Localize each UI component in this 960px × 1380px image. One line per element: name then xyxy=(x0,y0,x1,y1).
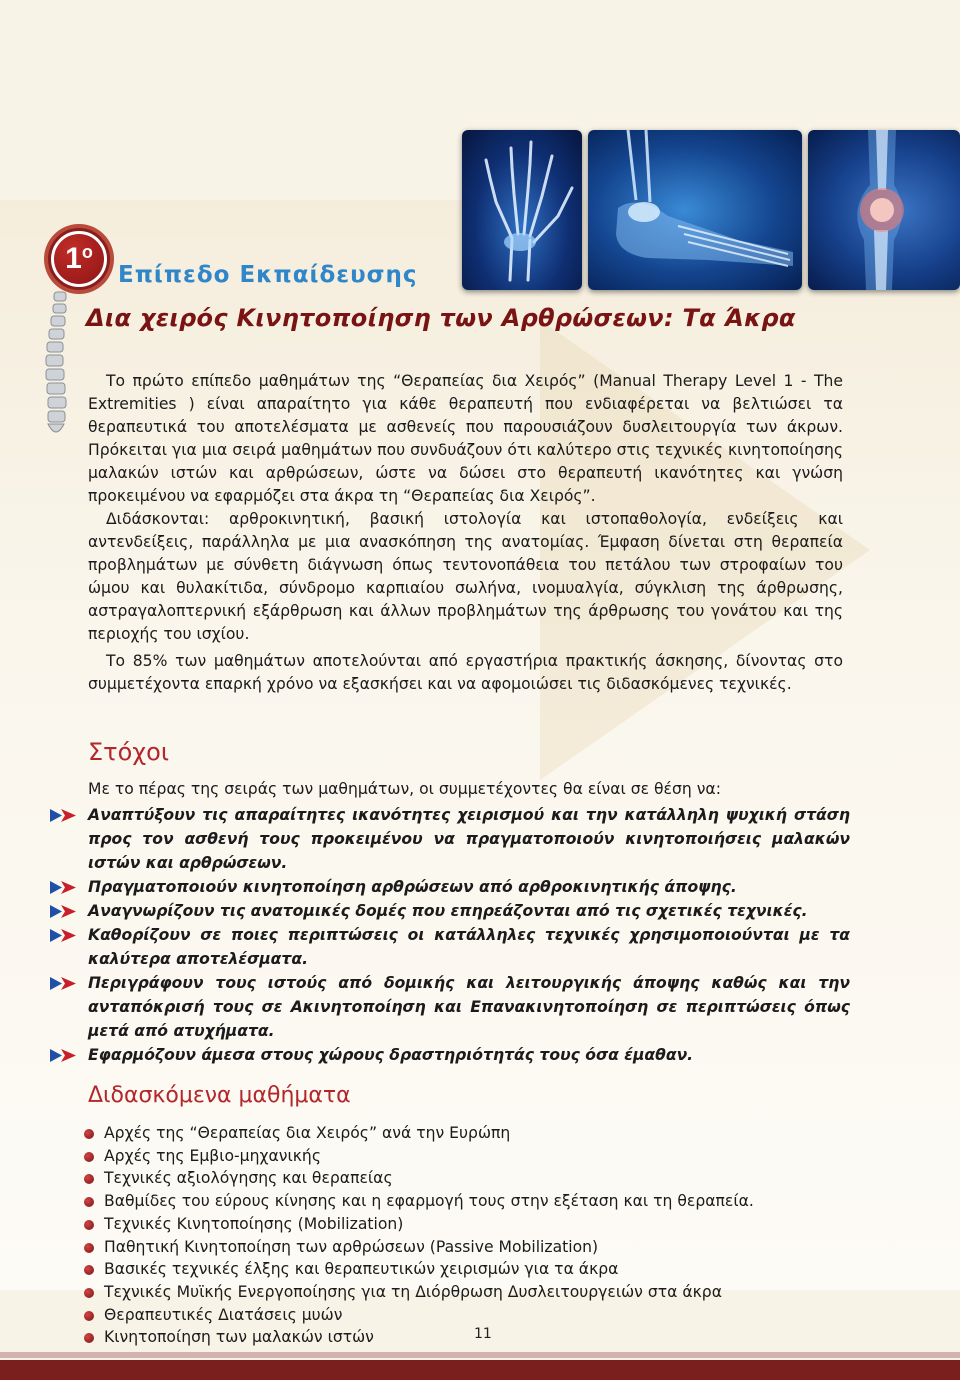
arrow-bullet-icon xyxy=(50,905,76,918)
bullet-dot-icon xyxy=(84,1129,94,1139)
goals-heading: Στόχοι xyxy=(88,738,169,766)
lesson-item: Κινητοποίηση των μαλακών ιστών xyxy=(84,1326,754,1349)
goal-item: Αναπτύξουν τις απαραίτητες ικανότητες χειρισμού και την κατάλληλη ψυχική στάση προς τον ασθενή τους προκειμένου να πραγματοποιούν κινητοποιήσεις μαλακών ιστών και αρθρώσεων. xyxy=(50,803,850,875)
bullet-dot-icon xyxy=(84,1174,94,1184)
arrow-bullet-icon xyxy=(50,881,76,894)
badge-number: 1 xyxy=(65,242,82,275)
lesson-item: Παθητική Κινητοποίηση των αρθρώσεων (Passive Mobilization) xyxy=(84,1236,754,1259)
workshop-paragraph: Το 85% των μαθημάτων αποτελούνται από εργαστήρια πρακτικής άσκησης, δίνοντας στο συμμετέχοντα επαρκή χρόνο να εξασκήσει και να αφομοιώσει τις διδασκόμενες τεχνικές. xyxy=(88,652,843,693)
arrow-bullet-icon xyxy=(50,1049,76,1062)
knee-bones-graphic xyxy=(808,130,960,290)
bullet-dot-icon xyxy=(84,1197,94,1207)
lessons-heading: Διδασκόμενα μαθήματα xyxy=(88,1083,351,1108)
arrow-bullet-icon xyxy=(50,809,76,822)
goals-intro: Με το πέρας της σειράς των μαθημάτων, οι συμμετέχοντες θα είναι σε θέση να: xyxy=(88,780,721,798)
bullet-dot-icon xyxy=(84,1152,94,1162)
intro-paragraph-topics: Διδάσκονται: αρθροκινητική, βασική ιστολογία και ιστοπαθολογία, ενδείξεις και αντενδείξεις, παράλληλα με μια ανασκόπηση της ανατομίας. Έμφαση δίνεται στη θεραπεία προβλημάτων με σύνθετη διάγνωση όπως τεντονοπάθεια του πετάλου των στροφαίων του ώμου και θυλακίτιδα, σύνδρομο καρπιαίου σωλήνα, ινομυαλγία, σύγκλιση της άρθρωσης, αστραγαλοπτερνική εξάρθρωση και άλλων προβλημάτων της άρθρωσης του γονάτου και της περιοχής του ισχίου. xyxy=(88,510,843,643)
bullet-dot-icon xyxy=(84,1243,94,1253)
lesson-item: Βασικές τεχνικές έλξης και θεραπευτικών χειρισμών για τα άκρα xyxy=(84,1258,754,1281)
footer-bar xyxy=(0,1360,960,1380)
knee-xray-image xyxy=(808,130,960,290)
goal-item: Αναγνωρίζουν τις ανατομικές δομές που επηρεάζονται από τις σχετικές τεχνικές. xyxy=(50,899,850,923)
goal-item: Καθορίζουν σε ποιες περιπτώσεις οι κατάλληλες τεχνικές χρησιμοποιούνται με τα καλύτερα αποτελέσματα. xyxy=(50,923,850,971)
lesson-item: Θεραπευτικές Διατάσεις μυών xyxy=(84,1304,754,1327)
bullet-dot-icon xyxy=(84,1333,94,1343)
lesson-item: Τεχνικές αξιολόγησης και θεραπείας xyxy=(84,1167,754,1190)
level-number-badge xyxy=(48,228,110,290)
intro-paragraph xyxy=(88,370,843,646)
arrow-bullet-icon xyxy=(50,977,76,990)
course-title: Δια χειρός Κινητοποίηση των Αρθρώσεων: Τα Άκρα xyxy=(86,304,796,332)
page-number: 11 xyxy=(474,1326,492,1342)
lesson-item: Τεχνικές Κινητοποίησης (Mobilization) xyxy=(84,1213,754,1236)
lesson-item: Αρχές της Εμβιο-μηχανικής xyxy=(84,1145,754,1168)
goal-item: Εφαρμόζουν άμεσα στους χώρους δραστηριότητάς τους όσα έμαθαν. xyxy=(50,1043,850,1067)
lessons-list xyxy=(84,1122,754,1349)
intro-paragraph-text: Το πρώτο επίπεδο μαθημάτων της “Θεραπείας δια Χειρός” (Manual Therapy Level 1 - The Extremities ) είναι απαραίτητο για κάθε θεραπευτή που ενδιαφέρεται να βελτιώσει τα θεραπευτικά του αποτελέσματα με ασθενείς που παρουσιάζουν δυσλειτουργία των άκρων. Πρόκειται για μια σειρά μαθημάτων που συνδυάζουν ότι καλύτερο στις τεχνικές κινητοποίησης μαλακών ιστών και αρθρώσεων, ώστε να δώσει στο θεραπευτή ικανότητες και γνώση προκειμένου να εφαρμόζει στα άκρα τη “Θεραπείας δια Χειρός”. xyxy=(88,372,843,505)
level-title: Επίπεδο Εκπαίδευσης xyxy=(118,262,418,288)
goal-item: Περιγράφουν τους ιστούς από δομικής και λειτουργικής άποψης καθώς και την ανταπόκρισή τους σε Ακινητοποίηση και Επανακινητοποίηση σε περιπτώσεις όπως μετά από ατυχήματα. xyxy=(50,971,850,1043)
bullet-dot-icon xyxy=(84,1311,94,1321)
hand-bones-graphic xyxy=(462,130,582,290)
foot-xray-image xyxy=(588,130,802,290)
bullet-dot-icon xyxy=(84,1220,94,1230)
arrow-bullet-icon xyxy=(50,929,76,942)
badge-suffix: ο xyxy=(81,242,93,262)
bullet-dot-icon xyxy=(84,1265,94,1275)
spine-icon xyxy=(34,290,78,440)
foot-bones-graphic xyxy=(588,130,802,290)
goals-list xyxy=(50,803,850,1067)
lesson-item: Βαθμίδες του εύρους κίνησης και η εφαρμογή τους στην εξέταση και τη θεραπεία. xyxy=(84,1190,754,1213)
hand-xray-image xyxy=(462,130,582,290)
lesson-item: Αρχές της “Θεραπείας δια Χειρός” ανά την Ευρώπη xyxy=(84,1122,754,1145)
bullet-dot-icon xyxy=(84,1288,94,1298)
goal-item: Πραγματοποιούν κινητοποίηση αρθρώσεων από αρθροκινητικής άποψης. xyxy=(50,875,850,899)
lesson-item: Τεχνικές Μυϊκής Ενεργοποίησης για τη Διόρθρωση Δυσλειτουργειών στα άκρα xyxy=(84,1281,754,1304)
